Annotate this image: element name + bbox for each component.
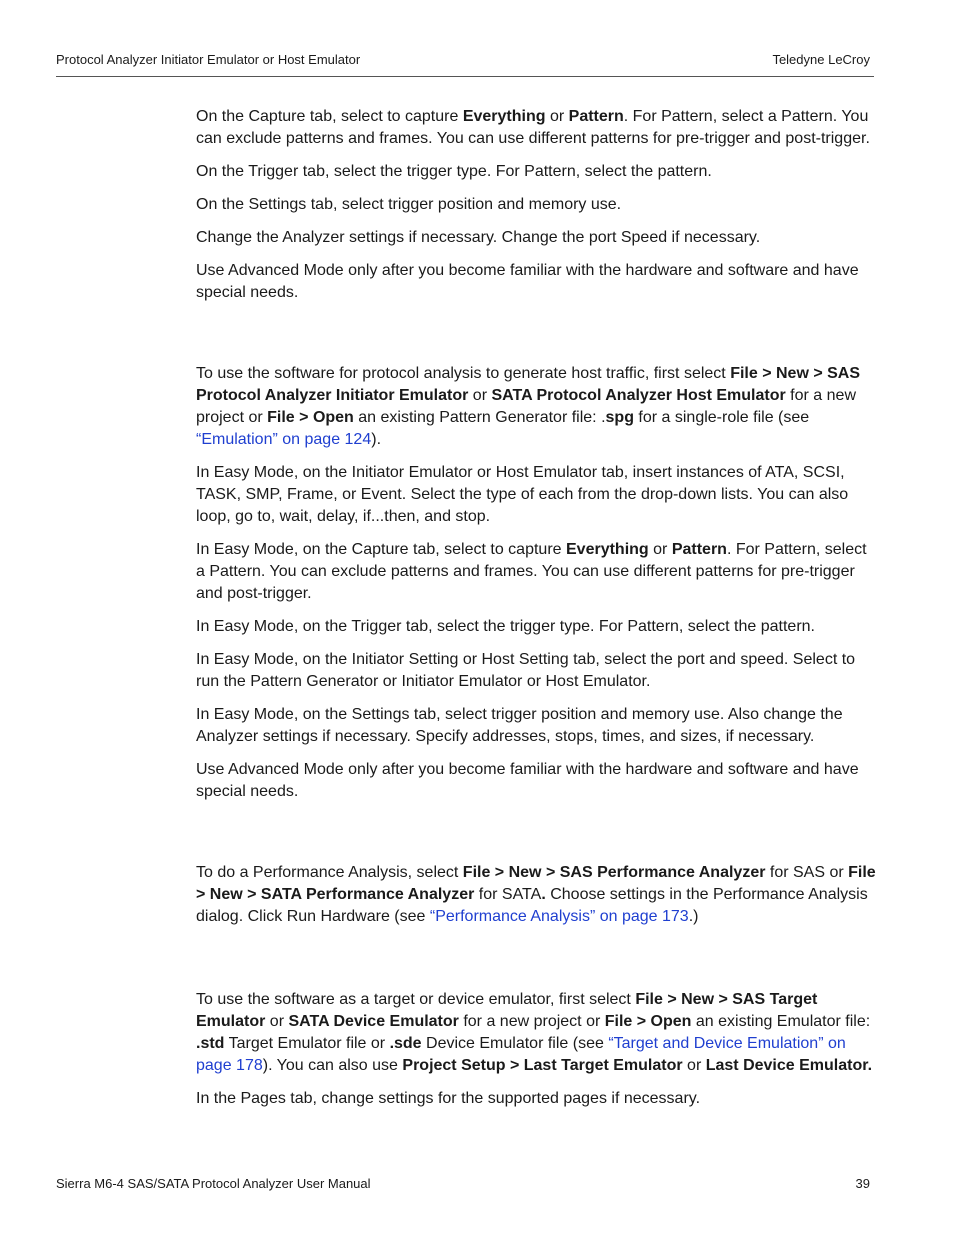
paragraph: In Easy Mode, on the Settings tab, select trigger position and memory use. Also change the Analyzer settings if necessary. Specify addresses, stops, times, and sizes, if necessary. [196, 706, 843, 745]
paragraph: Use Advanced Mode only after you become familiar with the hardware and software and have special needs. [196, 262, 859, 301]
paragraph: In Easy Mode, on the Capture tab, select to capture Everything or Pattern. For Pattern, select a Pattern. You can exclude patterns and frames. You can use different patterns for pre-trigger and post-trigger. [196, 541, 867, 602]
page-header [56, 52, 874, 77]
paragraph: On the Trigger tab, select the trigger type. For Pattern, select the pattern. [196, 163, 712, 180]
paragraph: To use the software as a target or device emulator, first select File > New > SAS Target Emulator or SATA Device Emulator for a new project or File > Open an existing Emulator file: .std Target Emulator file or .sde Device Emulator file (see “Target and Device Emulation” on page 178). You can also use Project Setup > Last Target Emulator or Last Device Emulator. [196, 991, 873, 1074]
target-device-emulation-link[interactable]: “Target and Device Emulation” on page 178 [196, 1035, 846, 1074]
paragraph: In Easy Mode, on the Initiator Emulator or Host Emulator tab, insert instances of ATA, SCSI, TASK, SMP, Frame, or Event. Select the type of each from the drop-down lists. You can also loop, go to, wait, delay, if...then, and stop. [196, 464, 849, 525]
page-content [196, 106, 876, 1121]
emulation-link[interactable]: “Emulation” on page 124 [196, 431, 372, 448]
section-gap [196, 939, 876, 989]
paragraph: Use Advanced Mode only after you become familiar with the hardware and software and have special needs. [196, 761, 859, 800]
paragraph: In Easy Mode, on the Trigger tab, select the trigger type. For Pattern, select the pattern. [196, 618, 815, 635]
paragraph: In the Pages tab, change settings for the supported pages if necessary. [196, 1090, 701, 1107]
section-gap [196, 315, 876, 363]
page-number: 39 [855, 1176, 870, 1191]
performance-analysis-link[interactable]: “Performance Analysis” on page 173 [429, 908, 689, 925]
paragraph: To do a Performance Analysis, select File > New > SAS Performance Analyzer for SAS or File > New > SATA Performance Analyzer for SATA. Choose settings in the Performance Analysis dialog. Click Run Hardware (see “Performance Analysis” on page 173.) [196, 864, 876, 925]
paragraph: To use the software for protocol analysis to generate host traffic, first select File > New > SAS Protocol Analyzer Initiator Emulator or SATA Protocol Analyzer Host Emulator for a new project or File > Open an existing Pattern Generator file: .spg for a single-role file (see “Emulation” on page 124). [196, 365, 861, 448]
paragraph: On the Capture tab, select to capture Everything or Pattern. For Pattern, select a Pattern. You can exclude patterns and frames. You can use different patterns for pre-trigger and post-trigger. [196, 108, 870, 147]
paragraph: In Easy Mode, on the Initiator Setting or Host Setting tab, select the port and speed. Select to run the Pattern Generator or Initiator Emulator or Host Emulator. [196, 651, 856, 690]
paragraph: Change the Analyzer settings if necessary. Change the port Speed if necessary. [196, 229, 761, 246]
section-gap [196, 814, 876, 862]
header-title: Protocol Analyzer Initiator Emulator or Host Emulator [56, 52, 361, 67]
footer-title: Sierra M6-4 SAS/SATA Protocol Analyzer User Manual [56, 1176, 371, 1191]
header-company: Teledyne LeCroy [772, 52, 870, 67]
paragraph: On the Settings tab, select trigger position and memory use. [196, 196, 622, 213]
